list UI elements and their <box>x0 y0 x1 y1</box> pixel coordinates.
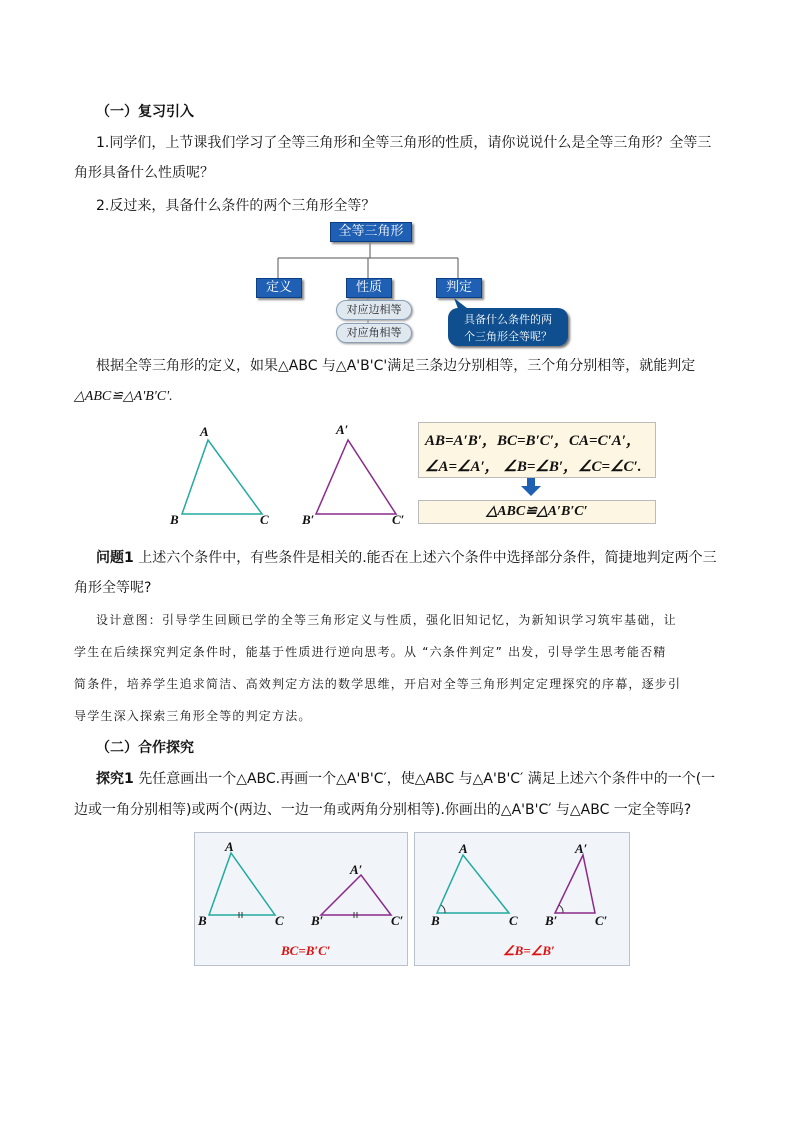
concept-map <box>250 220 580 348</box>
triangle-a2b2c2 <box>316 440 396 514</box>
caption-angle-equal: ∠B=∠B′ <box>503 943 555 958</box>
vertex-label-a-prime: A′ <box>575 841 588 856</box>
triangle-a2b2c2-left <box>321 875 391 915</box>
problem1-line2: 角形全等呢? <box>74 580 152 596</box>
section2-heading: （二）合作探究 <box>96 740 194 756</box>
down-arrow-icon <box>520 478 542 498</box>
callout-line1: 具备什么条件的两 <box>464 313 552 326</box>
problem1-label: 问题1 <box>96 550 134 566</box>
vertex-label-a-prime: A′ <box>350 862 363 877</box>
problem1-text: 上述六个条件中，有些条件是相关的.能否在上述六个条件中选择部分条件，简捷地判定两个三 <box>133 550 717 566</box>
figure-panel-side <box>194 832 408 966</box>
question-2: 2.反过来，具备什么条件的两个三角形全等？ <box>96 198 376 214</box>
vertex-label-a-prime: A′ <box>336 422 349 437</box>
concept-definition: 定义 <box>256 278 302 298</box>
callout-bubble <box>448 308 568 346</box>
triangle-abc-left <box>209 853 275 915</box>
figure-congruent-triangles <box>160 418 670 530</box>
problem1-line1 <box>96 548 717 568</box>
vertex-label-c-prime: C′ <box>392 512 405 527</box>
vertex-label-b: B <box>170 512 179 527</box>
design-intent-line4: 导学生深入探索三角形全等的判定方法。 <box>74 709 312 723</box>
vertex-label-a: A <box>225 839 234 854</box>
vertex-label-c-prime: C′ <box>595 913 608 928</box>
vertex-label-b-prime: B′ <box>545 913 558 928</box>
vertex-label-a: A <box>459 841 468 856</box>
explore1-label: 探究1 <box>96 771 134 787</box>
question-1-line2: 角形具备什么性质呢？ <box>74 165 214 181</box>
conditions-line1: AB=A′B′，BC=B′C′，CA=C′A′， <box>425 433 642 449</box>
concept-root: 全等三角形 <box>330 222 412 242</box>
explore1-text: 先任意画出一个△ABC.再画一个△A'B'C′，使△ABC 与△A'B'C′ 满足上述六个条件中的一个(一 <box>133 771 716 787</box>
vertex-label-b-prime: B′ <box>302 512 315 527</box>
caption-side-equal: BC=B′C′ <box>281 943 331 958</box>
conclusion-box: △ABC≌△A′B′C′ <box>418 500 656 524</box>
conditions-box <box>418 422 656 478</box>
callout-line2: 个三角形全等呢？ <box>464 330 552 343</box>
explore1-line2: 边或一角分别相等)或两个(两边、一边一角或两角分别相等).你画出的△A'B'C′ 与△ABC 一定全等吗? <box>74 802 692 818</box>
definition-paragraph-line2: △ABC≌△A'B'C'. <box>74 389 173 404</box>
concept-judgement: 判定 <box>436 278 482 298</box>
triangle-a2b2c2-right <box>555 855 595 913</box>
vertex-label-b: B <box>431 913 440 928</box>
conditions-line2: ∠A=∠A′， ∠B=∠B′，∠C=∠C′. <box>425 459 642 475</box>
design-intent-line1: 设计意图：引导学生回顾已学的全等三角形定义与性质，强化旧知记忆，为新知识学习筑牢基础，让 <box>96 613 677 627</box>
vertex-label-c: C <box>260 512 269 527</box>
vertex-label-b-prime: B′ <box>311 913 324 928</box>
section1-heading: （一）复习引入 <box>96 104 194 120</box>
vertex-label-b: B <box>198 913 207 928</box>
vertex-label-c: C <box>275 913 284 928</box>
triangles-svg <box>160 418 420 530</box>
design-intent-line2: 学生在后续探究判定条件时，能基于性质进行逆向思考。从 “六条件判定” 出发，引导学生思考能否精 <box>74 645 667 659</box>
question-1-line1: 1.同学们，上节课我们学习了全等三角形和全等三角形的性质，请你说说什么是全等三角形？全等三 <box>96 135 712 151</box>
triangle-abc <box>182 440 262 514</box>
vertex-label-a: A <box>200 424 209 439</box>
property-item-angles: 对应角相等 <box>336 323 412 343</box>
design-intent-line3: 简条件，培养学生追求简洁、高效判定方法的数学思维，开启对全等三角形判定定理探究的序幕，逐步引 <box>74 677 682 691</box>
figure-panel-angle <box>414 832 630 966</box>
triangle-abc-right <box>437 855 509 913</box>
definition-paragraph-line1: 根据全等三角形的定义，如果△ABC 与△A'B'C'满足三条边分别相等，三个角分别相等，就能判定 <box>96 358 696 374</box>
concept-property: 性质 <box>346 278 392 298</box>
explore1-line1 <box>96 769 715 789</box>
vertex-label-c: C <box>509 913 518 928</box>
vertex-label-c-prime: C′ <box>391 913 404 928</box>
property-item-sides: 对应边相等 <box>336 300 412 320</box>
